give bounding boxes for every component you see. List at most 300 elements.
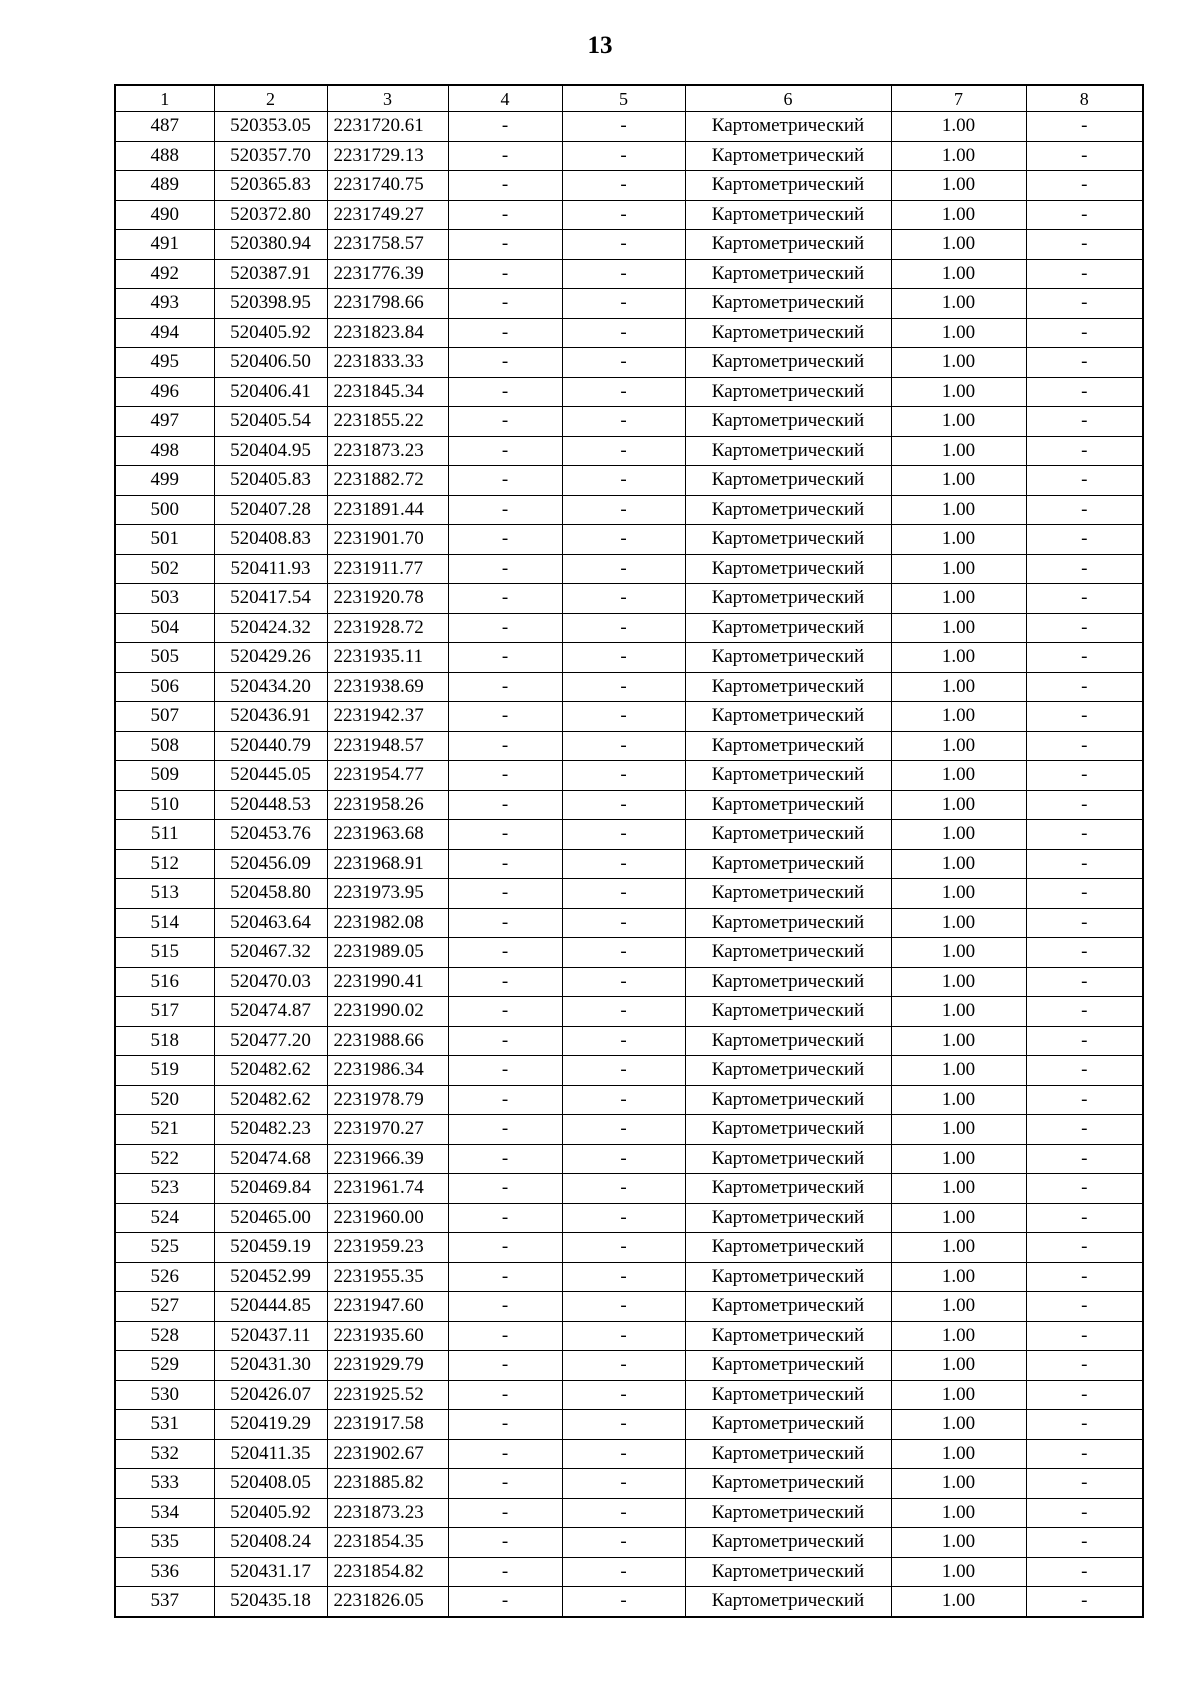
coord-x-cell: 520437.11 (214, 1321, 327, 1351)
coord-x-cell: 520482.23 (214, 1115, 327, 1145)
col-5-cell: - (562, 908, 685, 938)
coord-x-cell: 520434.20 (214, 672, 327, 702)
point-number-cell: 515 (115, 938, 214, 968)
point-number-cell: 534 (115, 1498, 214, 1528)
col-8-cell: - (1026, 1233, 1143, 1263)
accuracy-cell: 1.00 (891, 967, 1026, 997)
point-number-cell: 527 (115, 1292, 214, 1322)
point-number-cell: 537 (115, 1587, 214, 1617)
coord-x-cell: 520408.83 (214, 525, 327, 555)
coord-x-cell: 520474.68 (214, 1144, 327, 1174)
col-5-cell: - (562, 938, 685, 968)
coord-y-cell: 2231920.78 (327, 584, 448, 614)
col-8-cell: - (1026, 1262, 1143, 1292)
col-5-cell: - (562, 1351, 685, 1381)
header-cell: 5 (562, 85, 685, 112)
table-header-row (115, 85, 1143, 112)
col-4-cell: - (448, 112, 562, 142)
table-row (115, 731, 1143, 761)
coord-x-cell: 520417.54 (214, 584, 327, 614)
coord-y-cell: 2231986.34 (327, 1056, 448, 1086)
table-row (115, 849, 1143, 879)
point-number-cell: 516 (115, 967, 214, 997)
col-8-cell: - (1026, 1203, 1143, 1233)
col-5-cell: - (562, 613, 685, 643)
col-4-cell: - (448, 1439, 562, 1469)
coord-y-cell: 2231833.33 (327, 348, 448, 378)
col-4-cell: - (448, 672, 562, 702)
accuracy-cell: 1.00 (891, 318, 1026, 348)
col-5-cell: - (562, 584, 685, 614)
col-5-cell: - (562, 1203, 685, 1233)
coord-y-cell: 2231935.60 (327, 1321, 448, 1351)
col-4-cell: - (448, 1292, 562, 1322)
table-row (115, 112, 1143, 142)
table-row (115, 672, 1143, 702)
coord-y-cell: 2231925.52 (327, 1380, 448, 1410)
col-8-cell: - (1026, 554, 1143, 584)
table-row (115, 1026, 1143, 1056)
col-4-cell: - (448, 1262, 562, 1292)
col-8-cell: - (1026, 1557, 1143, 1587)
point-number-cell: 498 (115, 436, 214, 466)
coord-x-cell: 520405.92 (214, 1498, 327, 1528)
col-5-cell: - (562, 1498, 685, 1528)
method-cell: Картометрический (685, 112, 891, 142)
method-cell: Картометрический (685, 1174, 891, 1204)
coord-x-cell: 520424.32 (214, 613, 327, 643)
point-number-cell: 514 (115, 908, 214, 938)
method-cell: Картометрический (685, 436, 891, 466)
accuracy-cell: 1.00 (891, 1498, 1026, 1528)
table-row (115, 200, 1143, 230)
method-cell: Картометрический (685, 849, 891, 879)
table-row (115, 1115, 1143, 1145)
col-5-cell: - (562, 997, 685, 1027)
col-5-cell: - (562, 672, 685, 702)
point-number-cell: 536 (115, 1557, 214, 1587)
col-5-cell: - (562, 1233, 685, 1263)
table-row (115, 761, 1143, 791)
coord-x-cell: 520448.53 (214, 790, 327, 820)
col-8-cell: - (1026, 1439, 1143, 1469)
coord-x-cell: 520435.18 (214, 1587, 327, 1617)
table-row (115, 1439, 1143, 1469)
coord-y-cell: 2231942.37 (327, 702, 448, 732)
col-8-cell: - (1026, 790, 1143, 820)
table-row (115, 466, 1143, 496)
table-row (115, 1056, 1143, 1086)
col-5-cell: - (562, 495, 685, 525)
col-4-cell: - (448, 289, 562, 319)
coord-y-cell: 2231990.41 (327, 967, 448, 997)
col-4-cell: - (448, 1351, 562, 1381)
method-cell: Картометрический (685, 1321, 891, 1351)
col-8-cell: - (1026, 879, 1143, 909)
coord-x-cell: 520482.62 (214, 1056, 327, 1086)
coord-x-cell: 520463.64 (214, 908, 327, 938)
coord-y-cell: 2231938.69 (327, 672, 448, 702)
col-4-cell: - (448, 1380, 562, 1410)
accuracy-cell: 1.00 (891, 731, 1026, 761)
coord-y-cell: 2231749.27 (327, 200, 448, 230)
accuracy-cell: 1.00 (891, 761, 1026, 791)
coord-x-cell: 520372.80 (214, 200, 327, 230)
accuracy-cell: 1.00 (891, 348, 1026, 378)
coord-x-cell: 520405.92 (214, 318, 327, 348)
accuracy-cell: 1.00 (891, 1587, 1026, 1617)
col-4-cell: - (448, 908, 562, 938)
method-cell: Картометрический (685, 1410, 891, 1440)
accuracy-cell: 1.00 (891, 495, 1026, 525)
table-row (115, 1587, 1143, 1617)
table-row (115, 377, 1143, 407)
coord-x-cell: 520387.91 (214, 259, 327, 289)
accuracy-cell: 1.00 (891, 1085, 1026, 1115)
method-cell: Картометрический (685, 1056, 891, 1086)
coord-y-cell: 2231970.27 (327, 1115, 448, 1145)
col-8-cell: - (1026, 200, 1143, 230)
method-cell: Картометрический (685, 1587, 891, 1617)
coord-x-cell: 520353.05 (214, 112, 327, 142)
accuracy-cell: 1.00 (891, 525, 1026, 555)
method-cell: Картометрический (685, 289, 891, 319)
col-8-cell: - (1026, 1469, 1143, 1499)
coord-y-cell: 2231873.23 (327, 1498, 448, 1528)
table-row (115, 1174, 1143, 1204)
accuracy-cell: 1.00 (891, 820, 1026, 850)
col-8-cell: - (1026, 1587, 1143, 1617)
col-4-cell: - (448, 1115, 562, 1145)
accuracy-cell: 1.00 (891, 1380, 1026, 1410)
coord-y-cell: 2231826.05 (327, 1587, 448, 1617)
method-cell: Картометрический (685, 1203, 891, 1233)
coord-x-cell: 520456.09 (214, 849, 327, 879)
table-row (115, 643, 1143, 673)
col-8-cell: - (1026, 318, 1143, 348)
point-number-cell: 507 (115, 702, 214, 732)
accuracy-cell: 1.00 (891, 1321, 1026, 1351)
point-number-cell: 501 (115, 525, 214, 555)
method-cell: Картометрический (685, 967, 891, 997)
accuracy-cell: 1.00 (891, 1557, 1026, 1587)
accuracy-cell: 1.00 (891, 1026, 1026, 1056)
coord-y-cell: 2231917.58 (327, 1410, 448, 1440)
col-4-cell: - (448, 731, 562, 761)
coord-y-cell: 2231955.35 (327, 1262, 448, 1292)
accuracy-cell: 1.00 (891, 1056, 1026, 1086)
col-4-cell: - (448, 643, 562, 673)
accuracy-cell: 1.00 (891, 938, 1026, 968)
coord-y-cell: 2231885.82 (327, 1469, 448, 1499)
accuracy-cell: 1.00 (891, 702, 1026, 732)
point-number-cell: 513 (115, 879, 214, 909)
point-number-cell: 494 (115, 318, 214, 348)
coord-y-cell: 2231959.23 (327, 1233, 448, 1263)
accuracy-cell: 1.00 (891, 790, 1026, 820)
accuracy-cell: 1.00 (891, 200, 1026, 230)
col-8-cell: - (1026, 259, 1143, 289)
point-number-cell: 523 (115, 1174, 214, 1204)
method-cell: Картометрический (685, 1292, 891, 1322)
coord-y-cell: 2231990.02 (327, 997, 448, 1027)
col-5-cell: - (562, 1144, 685, 1174)
accuracy-cell: 1.00 (891, 377, 1026, 407)
col-5-cell: - (562, 1085, 685, 1115)
method-cell: Картометрический (685, 938, 891, 968)
coord-y-cell: 2231935.11 (327, 643, 448, 673)
point-number-cell: 508 (115, 731, 214, 761)
col-5-cell: - (562, 141, 685, 171)
accuracy-cell: 1.00 (891, 1115, 1026, 1145)
col-8-cell: - (1026, 672, 1143, 702)
col-4-cell: - (448, 554, 562, 584)
table-row (115, 1410, 1143, 1440)
method-cell: Картометрический (685, 200, 891, 230)
point-number-cell: 520 (115, 1085, 214, 1115)
header-cell: 1 (115, 85, 214, 112)
accuracy-cell: 1.00 (891, 1174, 1026, 1204)
col-5-cell: - (562, 761, 685, 791)
col-5-cell: - (562, 731, 685, 761)
col-8-cell: - (1026, 761, 1143, 791)
method-cell: Картометрический (685, 672, 891, 702)
table-row (115, 554, 1143, 584)
coordinates-table (114, 84, 1144, 1618)
col-8-cell: - (1026, 997, 1143, 1027)
col-5-cell: - (562, 643, 685, 673)
method-cell: Картометрический (685, 820, 891, 850)
coord-y-cell: 2231947.60 (327, 1292, 448, 1322)
coord-x-cell: 520474.87 (214, 997, 327, 1027)
coord-x-cell: 520445.05 (214, 761, 327, 791)
accuracy-cell: 1.00 (891, 112, 1026, 142)
point-number-cell: 489 (115, 171, 214, 201)
col-8-cell: - (1026, 908, 1143, 938)
col-4-cell: - (448, 790, 562, 820)
coord-x-cell: 520440.79 (214, 731, 327, 761)
point-number-cell: 504 (115, 613, 214, 643)
col-4-cell: - (448, 879, 562, 909)
method-cell: Картометрический (685, 761, 891, 791)
point-number-cell: 509 (115, 761, 214, 791)
coord-y-cell: 2231891.44 (327, 495, 448, 525)
coord-y-cell: 2231902.67 (327, 1439, 448, 1469)
method-cell: Картометрический (685, 171, 891, 201)
accuracy-cell: 1.00 (891, 1351, 1026, 1381)
table-row (115, 259, 1143, 289)
col-8-cell: - (1026, 1528, 1143, 1558)
col-4-cell: - (448, 1498, 562, 1528)
accuracy-cell: 1.00 (891, 1292, 1026, 1322)
method-cell: Картометрический (685, 790, 891, 820)
point-number-cell: 530 (115, 1380, 214, 1410)
col-4-cell: - (448, 348, 562, 378)
col-8-cell: - (1026, 1498, 1143, 1528)
col-8-cell: - (1026, 613, 1143, 643)
accuracy-cell: 1.00 (891, 1469, 1026, 1499)
coord-y-cell: 2231948.57 (327, 731, 448, 761)
method-cell: Картометрический (685, 525, 891, 555)
method-cell: Картометрический (685, 318, 891, 348)
table-row (115, 702, 1143, 732)
accuracy-cell: 1.00 (891, 141, 1026, 171)
coord-x-cell: 520452.99 (214, 1262, 327, 1292)
coord-x-cell: 520406.41 (214, 377, 327, 407)
table-row (115, 1292, 1143, 1322)
col-5-cell: - (562, 112, 685, 142)
table-row (115, 1262, 1143, 1292)
point-number-cell: 502 (115, 554, 214, 584)
col-4-cell: - (448, 613, 562, 643)
coord-x-cell: 520419.29 (214, 1410, 327, 1440)
method-cell: Картометрический (685, 466, 891, 496)
col-4-cell: - (448, 141, 562, 171)
accuracy-cell: 1.00 (891, 466, 1026, 496)
coord-y-cell: 2231882.72 (327, 466, 448, 496)
col-5-cell: - (562, 436, 685, 466)
method-cell: Картометрический (685, 259, 891, 289)
col-5-cell: - (562, 407, 685, 437)
coord-x-cell: 520465.00 (214, 1203, 327, 1233)
col-4-cell: - (448, 525, 562, 555)
col-8-cell: - (1026, 1115, 1143, 1145)
col-5-cell: - (562, 1262, 685, 1292)
col-5-cell: - (562, 525, 685, 555)
table-row (115, 790, 1143, 820)
point-number-cell: 524 (115, 1203, 214, 1233)
page-number: 13 (587, 32, 613, 59)
col-5-cell: - (562, 200, 685, 230)
col-5-cell: - (562, 1174, 685, 1204)
col-8-cell: - (1026, 230, 1143, 260)
col-5-cell: - (562, 820, 685, 850)
method-cell: Картометрический (685, 879, 891, 909)
method-cell: Картометрический (685, 1557, 891, 1587)
col-4-cell: - (448, 761, 562, 791)
accuracy-cell: 1.00 (891, 1528, 1026, 1558)
col-4-cell: - (448, 1587, 562, 1617)
method-cell: Картометрический (685, 1233, 891, 1263)
col-5-cell: - (562, 289, 685, 319)
coord-x-cell: 520429.26 (214, 643, 327, 673)
accuracy-cell: 1.00 (891, 1262, 1026, 1292)
col-4-cell: - (448, 1233, 562, 1263)
col-8-cell: - (1026, 1144, 1143, 1174)
table-row (115, 1144, 1143, 1174)
accuracy-cell: 1.00 (891, 171, 1026, 201)
col-4-cell: - (448, 967, 562, 997)
accuracy-cell: 1.00 (891, 1410, 1026, 1440)
table-row (115, 141, 1143, 171)
col-5-cell: - (562, 1380, 685, 1410)
table-row (115, 1203, 1143, 1233)
col-4-cell: - (448, 259, 562, 289)
header-cell: 3 (327, 85, 448, 112)
col-8-cell: - (1026, 584, 1143, 614)
coord-x-cell: 520467.32 (214, 938, 327, 968)
col-4-cell: - (448, 171, 562, 201)
table-row (115, 1085, 1143, 1115)
point-number-cell: 532 (115, 1439, 214, 1469)
coord-y-cell: 2231958.26 (327, 790, 448, 820)
table-row (115, 495, 1143, 525)
coord-x-cell: 520411.93 (214, 554, 327, 584)
coord-y-cell: 2231740.75 (327, 171, 448, 201)
method-cell: Картометрический (685, 1262, 891, 1292)
col-4-cell: - (448, 702, 562, 732)
col-4-cell: - (448, 1321, 562, 1351)
coord-x-cell: 520431.17 (214, 1557, 327, 1587)
col-5-cell: - (562, 348, 685, 378)
coord-y-cell: 2231929.79 (327, 1351, 448, 1381)
col-4-cell: - (448, 1557, 562, 1587)
method-cell: Картометрический (685, 348, 891, 378)
method-cell: Картометрический (685, 1351, 891, 1381)
accuracy-cell: 1.00 (891, 1439, 1026, 1469)
col-4-cell: - (448, 318, 562, 348)
coord-y-cell: 2231973.95 (327, 879, 448, 909)
col-4-cell: - (448, 820, 562, 850)
point-number-cell: 526 (115, 1262, 214, 1292)
accuracy-cell: 1.00 (891, 1233, 1026, 1263)
method-cell: Картометрический (685, 1380, 891, 1410)
table-row (115, 613, 1143, 643)
col-5-cell: - (562, 1115, 685, 1145)
col-8-cell: - (1026, 141, 1143, 171)
point-number-cell: 522 (115, 1144, 214, 1174)
col-8-cell: - (1026, 1056, 1143, 1086)
coord-y-cell: 2231989.05 (327, 938, 448, 968)
coord-x-cell: 520404.95 (214, 436, 327, 466)
col-5-cell: - (562, 1439, 685, 1469)
point-number-cell: 505 (115, 643, 214, 673)
col-4-cell: - (448, 407, 562, 437)
coord-x-cell: 520380.94 (214, 230, 327, 260)
coord-x-cell: 520477.20 (214, 1026, 327, 1056)
point-number-cell: 493 (115, 289, 214, 319)
col-8-cell: - (1026, 377, 1143, 407)
col-8-cell: - (1026, 643, 1143, 673)
table-row (115, 1321, 1143, 1351)
coord-y-cell: 2231720.61 (327, 112, 448, 142)
col-4-cell: - (448, 1528, 562, 1558)
method-cell: Картометрический (685, 495, 891, 525)
table-row (115, 938, 1143, 968)
col-4-cell: - (448, 849, 562, 879)
point-number-cell: 490 (115, 200, 214, 230)
accuracy-cell: 1.00 (891, 908, 1026, 938)
col-4-cell: - (448, 377, 562, 407)
col-8-cell: - (1026, 1380, 1143, 1410)
accuracy-cell: 1.00 (891, 879, 1026, 909)
point-number-cell: 518 (115, 1026, 214, 1056)
col-8-cell: - (1026, 1410, 1143, 1440)
coord-y-cell: 2231845.34 (327, 377, 448, 407)
coord-x-cell: 520426.07 (214, 1380, 327, 1410)
point-number-cell: 488 (115, 141, 214, 171)
coord-y-cell: 2231966.39 (327, 1144, 448, 1174)
col-8-cell: - (1026, 731, 1143, 761)
point-number-cell: 500 (115, 495, 214, 525)
col-5-cell: - (562, 849, 685, 879)
col-4-cell: - (448, 1410, 562, 1440)
coord-x-cell: 520408.05 (214, 1469, 327, 1499)
accuracy-cell: 1.00 (891, 613, 1026, 643)
coord-x-cell: 520407.28 (214, 495, 327, 525)
coord-x-cell: 520411.35 (214, 1439, 327, 1469)
accuracy-cell: 1.00 (891, 1144, 1026, 1174)
